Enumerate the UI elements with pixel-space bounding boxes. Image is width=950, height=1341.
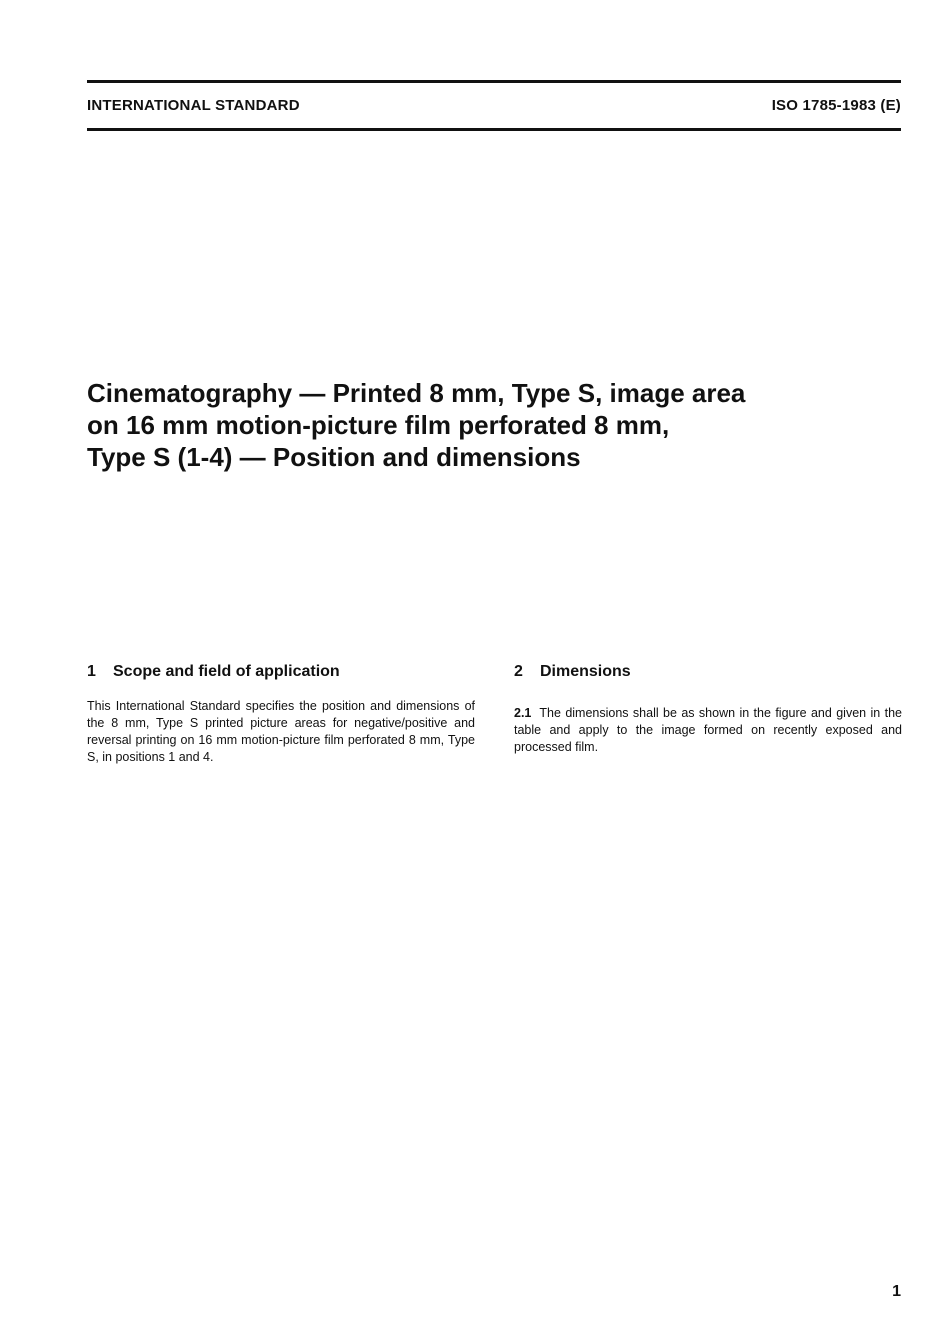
standard-number: ISO 1785-1983 (E) <box>771 97 901 114</box>
clause-number: 2.1 <box>514 706 532 720</box>
document-type-label: INTERNATIONAL STANDARD <box>87 97 300 114</box>
section-number: 1 <box>87 663 96 680</box>
clause-text: The dimensions shall be as shown in the figure and given in the table and apply to the image formed on recently exposed and processed film. <box>514 706 902 754</box>
page-number: 1 <box>892 1283 901 1300</box>
clause-paragraph <box>514 705 902 756</box>
section-title: Scope and field of application <box>113 663 340 680</box>
section-heading <box>514 663 902 685</box>
section-number: 2 <box>514 663 523 680</box>
title-line-3: Type S (1-4) — Position and dimensions <box>87 442 581 472</box>
section-scope <box>87 663 475 766</box>
section-paragraph: This International Standard specifies the position and dimensions of the 8 mm, Type S printed picture areas for negative/positive and reversal printing on 16 mm motion-picture film perforated 8 mm, Type S, in positions 1 and 4. <box>87 699 475 764</box>
section-dimensions <box>514 663 902 756</box>
document-title <box>87 377 887 473</box>
header-rule-top <box>87 80 901 83</box>
title-line-1: Cinematography — Printed 8 mm, Type S, image area <box>87 378 746 408</box>
title-line-2: on 16 mm motion-picture film perforated 8 mm, <box>87 410 670 440</box>
section-heading <box>87 663 475 685</box>
header-rule-bottom <box>87 128 901 131</box>
section-title: Dimensions <box>540 663 631 680</box>
